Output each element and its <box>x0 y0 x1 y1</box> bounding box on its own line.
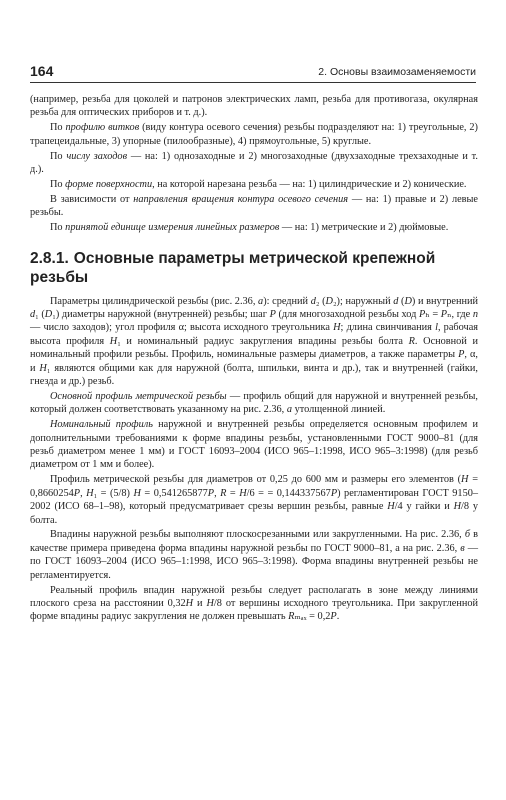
italic-term: H <box>185 598 194 609</box>
text-run: , α, и <box>30 349 478 374</box>
italic-term: P <box>458 349 465 361</box>
paragraph <box>30 121 478 148</box>
text-run: , <box>214 487 221 499</box>
italic-term: l <box>435 322 438 334</box>
text-run: /8 у болта. <box>30 501 479 526</box>
italic-term: H <box>453 501 461 513</box>
text-run: , на которой нарезана резьба — на: 1) цилиндрические и 2) конические. <box>152 178 467 190</box>
page-number: 164 <box>30 63 54 79</box>
text-run: ₂); наружный <box>332 295 394 307</box>
italic-term: Номинальный профиль <box>50 419 153 431</box>
italic-term: H <box>333 322 341 334</box>
italic-term: H <box>39 362 47 374</box>
text-run: — на: 1) метрические и 2) дюймовые. <box>279 222 449 234</box>
text-run: В зависимости от <box>50 193 134 205</box>
page-body <box>30 93 478 625</box>
text-run: Профиль метрической резьбы для диаметров от 0,25 до 600 мм и размеры его элементов ( <box>50 474 462 486</box>
italic-term: D <box>404 295 412 307</box>
text-run: (например, резьба для цоколей и патронов электрических ламп, резьба для противогаза, окулярная резьба для оптических приборов и т. д.). <box>30 94 478 119</box>
italic-term: D <box>44 308 53 320</box>
text-run: наружной и внутренней резьбы определяется основным профилем и дополнительными требованиями к форме впадины резьбы, установленными ГОСТ 9000–81 (для резьб диаметром менее 1 мм) и ГОСТ 16093–2004 (ИСО 965–1:1998, ИСО 965–3:1998) (для резьб диаметром от 1 мм и более). <box>30 419 478 471</box>
text-run: По <box>50 178 66 190</box>
paragraph <box>30 418 478 472</box>
italic-term: D <box>325 295 333 307</box>
text-run: ; длина свинчивания <box>340 322 436 334</box>
text-run: — по ГОСТ 16093–2004 (ИСО 965–1:1998, ИСО 965–3:1998). Форма впадины внутренней резьбы не регламентируется. <box>30 542 478 581</box>
page-header <box>30 60 476 83</box>
text-run: утолщенной линией. <box>292 404 386 416</box>
paragraph <box>30 221 478 234</box>
text-run: — число заходов); угол профиля α; высота исходного треугольника <box>30 322 334 334</box>
section-heading <box>30 249 478 287</box>
paragraphs-bottom <box>30 295 478 624</box>
text-run: ): средний <box>263 295 311 307</box>
text-run: Впадины наружной резьбы выполняют плоскосрезанными или закругленными. На рис. 2.36, <box>50 529 465 541</box>
text-run: /4 у гайки и <box>394 501 454 513</box>
text-run: По <box>50 150 67 162</box>
italic-term: H <box>133 487 141 499</box>
paragraph <box>30 295 478 389</box>
italic-term: а <box>258 295 264 307</box>
paragraph <box>30 584 478 624</box>
paragraphs-top <box>30 93 478 235</box>
text-run: ( <box>398 295 405 307</box>
text-run: — на: 1) правые и 2) левые резьбы. <box>30 193 479 219</box>
italic-term: H <box>387 501 395 513</box>
italic-term: P <box>330 611 337 623</box>
text-run: По <box>50 222 66 234</box>
text-run: ₁ и номинальный радиус закругления впадины резьбы болта <box>117 335 409 347</box>
paragraph <box>30 528 478 582</box>
italic-term: P <box>330 487 338 499</box>
text-run: = <box>226 487 240 499</box>
text-run: . Основной и номинальный профили резьбы. Профиль, номинальные размеры диаметров, а также параметры <box>30 335 478 361</box>
italic-term: d <box>30 308 36 320</box>
text-run: ₕ = <box>425 308 441 320</box>
italic-term: форме поверхности <box>65 178 153 190</box>
italic-term: R <box>408 335 415 347</box>
paragraph <box>30 93 478 120</box>
italic-term: d <box>393 295 399 307</box>
text-run: ₂ ( <box>315 295 326 307</box>
paragraph <box>30 193 478 220</box>
paragraph <box>30 178 478 191</box>
text-run: ₁) диаметры наружной (внутренней) резьбы; шаг <box>52 308 270 320</box>
italic-term: R <box>220 487 227 499</box>
text-run: ) и внутренний <box>411 295 479 307</box>
italic-term: в <box>460 542 465 554</box>
italic-term: принятой единице измерения линейных размеров <box>65 222 280 234</box>
text-run: (виду контура осевого сечения) резьбы подразделяют на: 1) треугольные, 2) трапецеидальные, 3) упорные (пилообразные), 4) прямоугольные, 5) круглые. <box>30 122 478 147</box>
italic-term: числу заходов <box>66 150 128 162</box>
text-run: /6 = = 0,144337567 <box>246 487 331 499</box>
italic-term: H <box>239 487 247 499</box>
text-run: . <box>336 611 340 623</box>
section-number: 2.8.1. <box>30 249 69 267</box>
text-run: , рабочая высота профиля <box>30 322 478 347</box>
chapter-title: 2. Основы взаимозаменяемости <box>318 66 476 78</box>
italic-term: профилю витков <box>65 122 140 134</box>
italic-term: P <box>73 487 81 499</box>
text-run: (для многозаходной резьбы ход <box>275 308 419 320</box>
text-run: , <box>80 487 87 499</box>
text-run: ₁ являются общими как для наружной (болта, шпильки, винта и др.), так и внутренней (гайки, гнезда и др.) резьб. <box>30 362 478 387</box>
text-run: и <box>193 598 207 609</box>
italic-term: направления вращения контура осевого сечения <box>133 193 349 205</box>
italic-term: H <box>206 598 214 609</box>
italic-term: б <box>464 529 471 541</box>
italic-term: а <box>286 404 292 416</box>
italic-term: H <box>86 487 94 499</box>
text-run: — профиль общий для наружной и внутренней резьбы, который должен соответствовать указанному на рис. 2.36, <box>30 390 479 416</box>
text-run: — на: 1) однозаходные и 2) многозаходные (двухзаходные трехзаходные и т. д.). <box>30 150 478 176</box>
text-run: ₁ = (5/8) <box>93 487 134 499</box>
text-run: ₁ ( <box>35 308 45 320</box>
paragraph <box>30 390 478 417</box>
text-run: По <box>50 122 66 134</box>
text-run: Параметры цилиндрической резьбы (рис. 2.36, <box>50 295 259 307</box>
section-title: Основные параметры метрической крепежной резьбы <box>30 249 436 286</box>
italic-term: P <box>419 308 426 320</box>
italic-term: H <box>109 335 118 347</box>
text-run: Реальный профиль впадин наружной резьбы следует располагать в зоне между линиями плоского среза на расстоянии 0,32 <box>30 584 478 609</box>
text-run: ₙ, где <box>447 308 473 320</box>
text-run: ) регламентирован ГОСТ 9150–2002 (ИСО 68–1–98), который предусматривает срезы вершин резьбы, равные <box>30 487 479 513</box>
text-run: ₘₐₓ = 0,2 <box>294 611 331 623</box>
paragraph <box>30 150 478 177</box>
text-run: = 0,8660254 <box>30 474 479 499</box>
text-run: /8 от вершины исходного треугольника. При закругленной форме впадины радиус закругления не должен превышать <box>30 598 478 623</box>
paragraph <box>30 473 478 527</box>
italic-term: H <box>461 474 469 486</box>
italic-term: R <box>288 611 295 623</box>
text-run: = 0,541265877 <box>140 487 208 499</box>
italic-term: n <box>472 308 478 320</box>
italic-term: P <box>269 308 276 320</box>
text-run: в качестве примера приведена форма впадины наружной резьбы по ГОСТ 9000–81, а на рис. 2.36, <box>30 529 479 554</box>
italic-term: Основной профиль метрической резьбы <box>50 390 227 402</box>
italic-term: P <box>207 487 215 499</box>
italic-term: d <box>310 295 316 307</box>
italic-term: P <box>440 308 448 320</box>
